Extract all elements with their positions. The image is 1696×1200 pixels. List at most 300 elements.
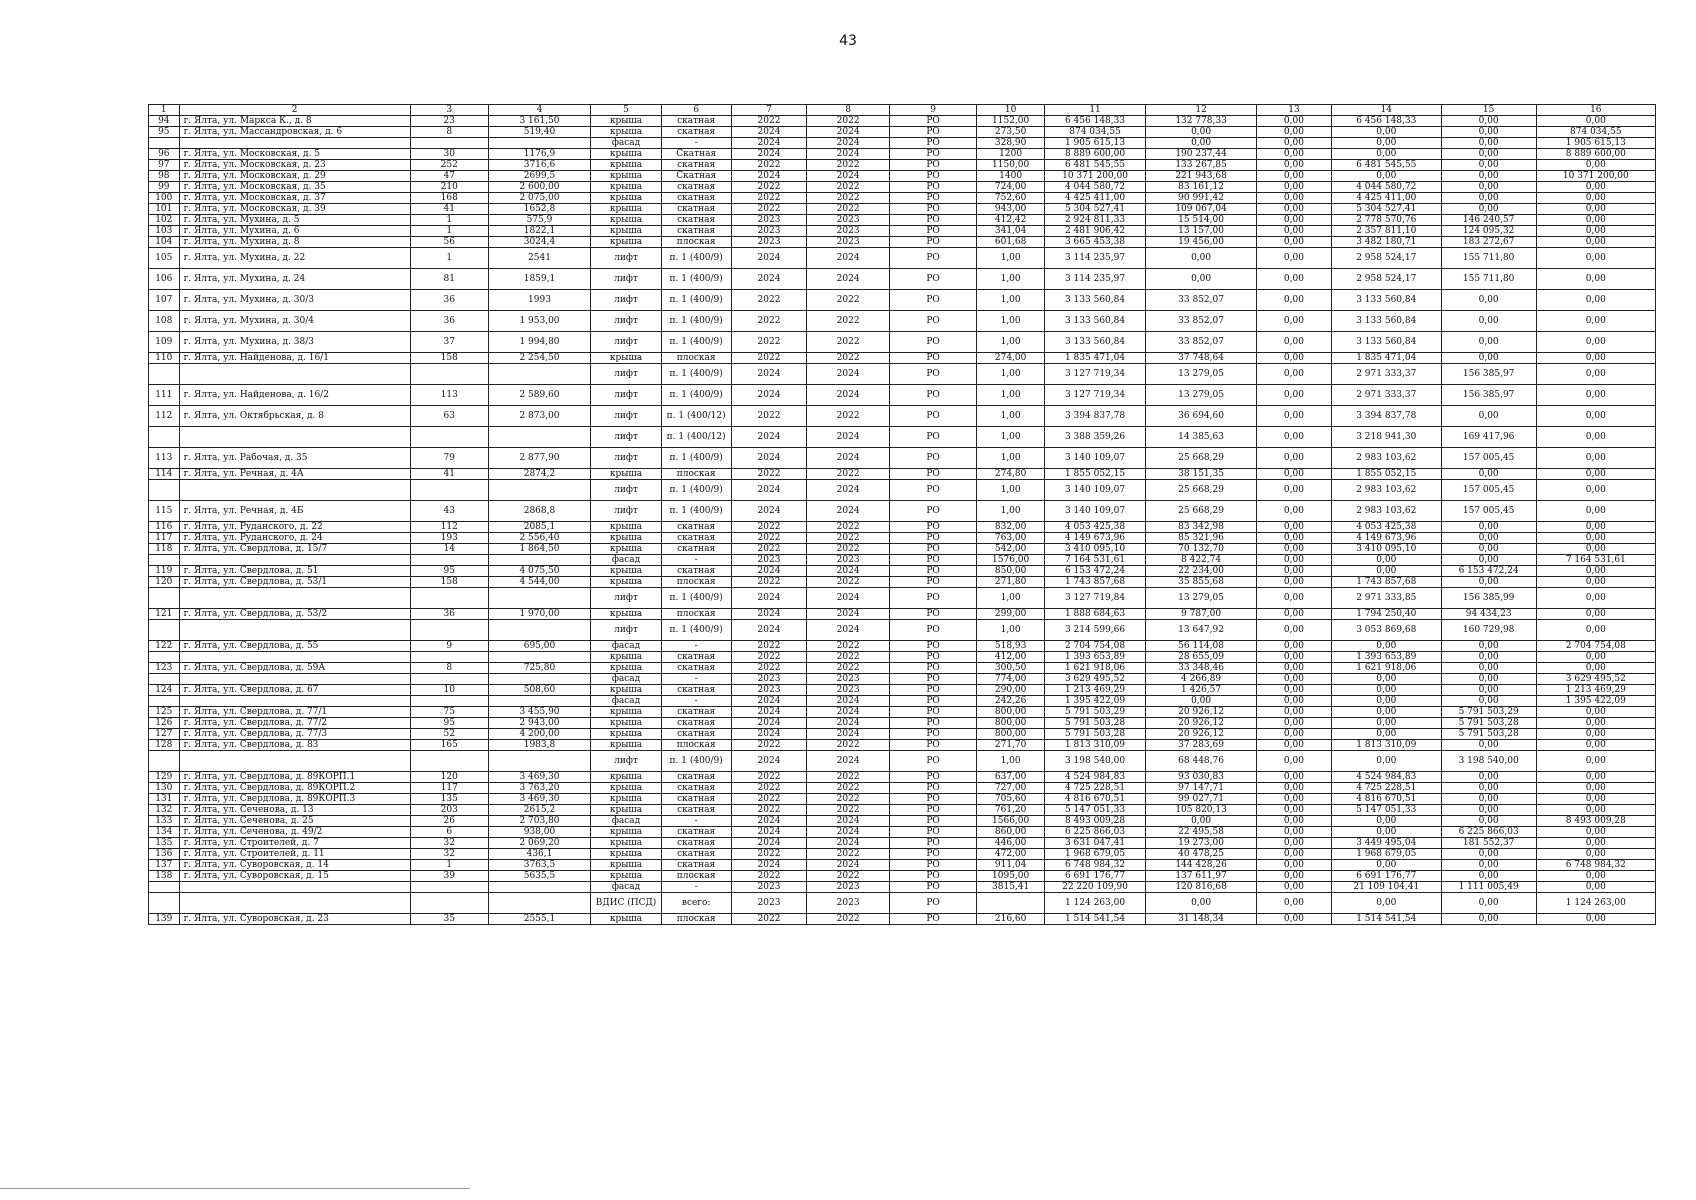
cell-year-fact: 2024 [807,860,889,871]
cell-executor: РО [889,469,977,480]
cell-year-fact: 2022 [807,794,889,805]
cell-area: 2 556,40 [488,533,590,544]
cell-area: 1 994,80 [488,332,590,353]
cell-col-14: 0,00 [1331,860,1441,871]
cell-address: г. Ялта, ул. Свердлова, д. 67 [179,685,410,696]
table-row [149,469,1656,480]
cell-year-plan: 2022 [731,204,807,215]
cell-col-13: 0,00 [1256,353,1331,364]
cell-col-16: 0,00 [1536,248,1655,269]
cell-col-14: 1 743 857,68 [1331,577,1441,588]
cell-element: крыша [591,652,662,663]
cell-volume: 10 [977,105,1045,116]
cell-col-14: 3 394 837,78 [1331,406,1441,427]
cell-volume: 518,93 [977,641,1045,652]
cell-volume: 850,00 [977,566,1045,577]
cell-address: г. Ялта, ул. Мухина, д. 38/3 [179,332,410,353]
cell-col-14: 3 053 869,68 [1331,620,1441,641]
cell-element: крыша [591,544,662,555]
cell-address: г. Ялта, ул. Свердлова, д. 53/2 [179,609,410,620]
cell-address: г. Ялта, ул. Рабочая, д. 35 [179,448,410,469]
cell-col-16: 0,00 [1536,609,1655,620]
table-row [149,914,1656,925]
cell-volume [977,893,1045,914]
cell-col-13: 0,00 [1256,566,1331,577]
table-row [149,127,1656,138]
cell-volume: 542,00 [977,544,1045,555]
cell-col-15: 0,00 [1441,914,1536,925]
cell-year-plan: 2024 [731,751,807,772]
cell-address: г. Ялта, ул. Руданского, д. 24 [179,533,410,544]
cell-year-plan: 2022 [731,849,807,860]
cell-address: г. Ялта, ул. Суворовская, д. 23 [179,914,410,925]
cell-col-16: 0,00 [1536,332,1655,353]
cell-year-fact: 2023 [807,237,889,248]
cell-type: - [661,816,731,827]
cell-col-14: 4 725 228,51 [1331,783,1441,794]
cell-col-16: 8 493 009,28 [1536,816,1655,827]
cell-area: 2 873,00 [488,406,590,427]
cell-col-3: 3 [410,105,488,116]
cell-col-12: 38 151,35 [1146,469,1257,480]
cell-col-13: 0,00 [1256,269,1331,290]
cell-col-12: 13 279,05 [1146,385,1257,406]
table-row [149,544,1656,555]
cell-area [488,696,590,707]
cell-volume: 242,26 [977,696,1045,707]
table-row [149,652,1656,663]
table-row [149,480,1656,501]
cell-year-fact: 2022 [807,332,889,353]
cell-area: 4 544,00 [488,577,590,588]
cell-address: г. Ялта, ул. Руданского, д. 22 [179,522,410,533]
cell-total-cost: 874 034,55 [1044,127,1145,138]
cell-col-12: 0,00 [1146,127,1257,138]
cell-year-fact: 2022 [807,772,889,783]
cell-col-16: 0,00 [1536,772,1655,783]
cell-area: 938,00 [488,827,590,838]
cell-volume: 472,00 [977,849,1045,860]
cell-executor: РО [889,652,977,663]
cell-total-cost: 2 481 906,42 [1044,226,1145,237]
cell-col-3: 10 [410,685,488,696]
cell-col-3 [410,696,488,707]
cell-executor: РО [889,544,977,555]
cell-area [488,364,590,385]
cell-address: г. Ялта, ул. Октябрьская, д. 8 [179,406,410,427]
cell-col-16: 0,00 [1536,577,1655,588]
cell-executor: РО [889,893,977,914]
cell-col-16: 0,00 [1536,805,1655,816]
cell-total-cost: 3 127 719,34 [1044,385,1145,406]
table-row [149,641,1656,652]
cell-col-16: 0,00 [1536,290,1655,311]
cell-year-plan: 2022 [731,740,807,751]
cell-col-14: 4 053 425,38 [1331,522,1441,533]
cell-area: 3 763,20 [488,783,590,794]
cell-executor: РО [889,555,977,566]
cell-year-fact: 2022 [807,469,889,480]
cell-type: - [661,138,731,149]
cell-total-cost: 3 214 599,66 [1044,620,1145,641]
cell-col-15: 0,00 [1441,685,1536,696]
cell-col-12: 221 943,68 [1146,171,1257,182]
cell-col-13: 0,00 [1256,860,1331,871]
cell-year-plan: 2022 [731,332,807,353]
cell-volume: 1095,00 [977,871,1045,882]
table-row [149,827,1656,838]
cell-year-fact: 2023 [807,215,889,226]
cell-col-13: 0,00 [1256,193,1331,204]
cell-address: г. Ялта, ул. Речная, д. 4А [179,469,410,480]
cell-col-16: 1 124 263,00 [1536,893,1655,914]
cell-area: 1822,1 [488,226,590,237]
cell-volume: 1,00 [977,501,1045,522]
cell-total-cost: 5 304 527,41 [1044,204,1145,215]
cell-col-3: 43 [410,501,488,522]
cell-executor: 9 [889,105,977,116]
table-row [149,522,1656,533]
cell-type: скатная [661,772,731,783]
cell-col-16: 0,00 [1536,914,1655,925]
cell-address [179,480,410,501]
cell-row-number: 108 [149,311,180,332]
cell-col-12: 137 611,97 [1146,871,1257,882]
cell-volume: 601,68 [977,237,1045,248]
cell-executor: РО [889,448,977,469]
cell-col-15: 0,00 [1441,406,1536,427]
cell-area [488,882,590,893]
cell-area: 2 069,20 [488,838,590,849]
cell-col-15: 0,00 [1441,332,1536,353]
cell-volume: 3815,41 [977,882,1045,893]
cell-type: скатная [661,127,731,138]
cell-col-3: 81 [410,269,488,290]
cell-col-13: 0,00 [1256,385,1331,406]
cell-type: 6 [661,105,731,116]
cell-year-fact: 2022 [807,116,889,127]
cell-area: 1652,8 [488,204,590,215]
cell-volume: 1,00 [977,588,1045,609]
cell-col-12: 25 668,29 [1146,480,1257,501]
cell-total-cost: 6 748 984,32 [1044,860,1145,871]
cell-element: крыша [591,794,662,805]
table-row [149,893,1656,914]
cell-col-14: 5 147 051,33 [1331,805,1441,816]
cell-total-cost: 3 631 047,41 [1044,838,1145,849]
cell-executor: РО [889,674,977,685]
cell-col-14: 0,00 [1331,127,1441,138]
cell-col-12: 12 [1146,105,1257,116]
cell-area: 2868,8 [488,501,590,522]
table-row [149,663,1656,674]
table-row [149,248,1656,269]
table-row [149,751,1656,772]
cell-col-12: 33 852,07 [1146,311,1257,332]
cell-col-16: 0,00 [1536,663,1655,674]
cell-col-12: 8 422,74 [1146,555,1257,566]
cell-total-cost: 4 816 670,51 [1044,794,1145,805]
cell-col-15: 124 095,32 [1441,226,1536,237]
cell-col-13: 0,00 [1256,237,1331,248]
cell-element: крыша [591,663,662,674]
cell-col-13: 0,00 [1256,882,1331,893]
cell-total-cost: 4 524 984,83 [1044,772,1145,783]
cell-area: 1859,1 [488,269,590,290]
cell-executor: РО [889,364,977,385]
cell-volume: 1,00 [977,427,1045,448]
cell-col-15: 155 711,80 [1441,248,1536,269]
cell-year-fact: 2024 [807,718,889,729]
cell-col-12: 0,00 [1146,248,1257,269]
cell-volume: 724,00 [977,182,1045,193]
cell-row-number: 121 [149,609,180,620]
cell-area: 1 970,00 [488,609,590,620]
cell-area: 2085,1 [488,522,590,533]
cell-col-3 [410,620,488,641]
cell-col-15: 0,00 [1441,641,1536,652]
cell-year-plan: 2024 [731,248,807,269]
cell-element: фасад [591,696,662,707]
cell-year-fact: 2023 [807,555,889,566]
cell-row-number: 1 [149,105,180,116]
cell-element: лифт [591,501,662,522]
table-row [149,332,1656,353]
cell-col-13: 0,00 [1256,204,1331,215]
cell-col-16: 0,00 [1536,620,1655,641]
cell-total-cost: 2 924 811,33 [1044,215,1145,226]
cell-executor: РО [889,237,977,248]
cell-year-plan: 2022 [731,193,807,204]
cell-area: 4 [488,105,590,116]
cell-element: крыша [591,827,662,838]
cell-col-16: 7 164 531,61 [1536,555,1655,566]
cell-executor: РО [889,427,977,448]
cell-col-13: 0,00 [1256,893,1331,914]
cell-row-number: 139 [149,914,180,925]
cell-executor: РО [889,127,977,138]
cell-type: п. 1 (400/9) [661,588,731,609]
cell-year-fact: 2024 [807,501,889,522]
cell-type: - [661,696,731,707]
cell-col-12: 31 148,34 [1146,914,1257,925]
cell-row-number: 101 [149,204,180,215]
cell-col-3: 8 [410,127,488,138]
cell-col-12: 0,00 [1146,269,1257,290]
cell-type: скатная [661,849,731,860]
cell-col-14: 2 971 333,37 [1331,364,1441,385]
cell-year-plan: 2022 [731,772,807,783]
cell-col-13: 0,00 [1256,555,1331,566]
cell-col-12: 83 161,12 [1146,182,1257,193]
cell-col-16: 8 889 600,00 [1536,149,1655,160]
cell-col-14: 4 044 580,72 [1331,182,1441,193]
cell-col-14: 4 816 670,51 [1331,794,1441,805]
cell-col-3: 36 [410,609,488,620]
cell-col-14: 2 958 524,17 [1331,248,1441,269]
cell-area: 1993 [488,290,590,311]
cell-col-3: 252 [410,160,488,171]
data-table [148,104,1656,925]
cell-col-14: 2 357 811,10 [1331,226,1441,237]
cell-year-fact: 2024 [807,827,889,838]
cell-col-13: 0,00 [1256,149,1331,160]
cell-year-fact: 2022 [807,805,889,816]
cell-total-cost: 3 127 719,84 [1044,588,1145,609]
cell-volume: 800,00 [977,729,1045,740]
cell-col-13: 0,00 [1256,332,1331,353]
cell-year-fact: 2024 [807,696,889,707]
cell-area: 2 254,50 [488,353,590,364]
cell-col-16: 0,00 [1536,729,1655,740]
cell-col-12: 15 514,00 [1146,215,1257,226]
cell-col-12: 13 157,00 [1146,226,1257,237]
cell-col-15: 181 552,37 [1441,838,1536,849]
cell-col-16: 0,00 [1536,794,1655,805]
cell-volume: 412,00 [977,652,1045,663]
cell-element: лифт [591,588,662,609]
cell-address [179,138,410,149]
cell-year-fact: 2022 [807,533,889,544]
cell-total-cost: 2 704 754,08 [1044,641,1145,652]
cell-col-12: 68 448,76 [1146,751,1257,772]
cell-col-16: 0,00 [1536,871,1655,882]
cell-col-13: 0,00 [1256,501,1331,522]
cell-col-14: 2 971 333,37 [1331,385,1441,406]
table-row [149,816,1656,827]
cell-col-16: 0,00 [1536,588,1655,609]
cell-col-12: 35 855,68 [1146,577,1257,588]
cell-area: 3024,4 [488,237,590,248]
cell-col-12: 0,00 [1146,696,1257,707]
cell-executor: РО [889,138,977,149]
cell-row-number: 126 [149,718,180,729]
cell-total-cost: 3 133 560,84 [1044,311,1145,332]
cell-col-16: 1 905 615,13 [1536,138,1655,149]
cell-row-number: 99 [149,182,180,193]
cell-volume: 860,00 [977,827,1045,838]
cell-element: фасад [591,138,662,149]
cell-col-13: 0,00 [1256,160,1331,171]
cell-year-plan: 2024 [731,171,807,182]
cell-element: фасад [591,674,662,685]
cell-col-12: 133 267,85 [1146,160,1257,171]
cell-col-14: 1 621 918,06 [1331,663,1441,674]
cell-area: 3 469,30 [488,772,590,783]
cell-volume: 1,00 [977,269,1045,290]
cell-area: 2 943,00 [488,718,590,729]
table-row [149,448,1656,469]
cell-col-15: 0,00 [1441,171,1536,182]
cell-area: 695,00 [488,641,590,652]
cell-total-cost: 6 456 148,33 [1044,116,1145,127]
cell-element: крыша [591,718,662,729]
table-row [149,149,1656,160]
cell-total-cost: 1 124 263,00 [1044,893,1145,914]
cell-year-fact: 2022 [807,641,889,652]
cell-element: крыша [591,838,662,849]
cell-col-14: 0,00 [1331,674,1441,685]
cell-volume: 1,00 [977,311,1045,332]
cell-element: крыша [591,522,662,533]
cell-col-12: 13 647,92 [1146,620,1257,641]
cell-col-3 [410,427,488,448]
cell-volume: 1576,00 [977,555,1045,566]
cell-col-13: 0,00 [1256,588,1331,609]
cell-year-fact: 2024 [807,588,889,609]
cell-col-16: 0,00 [1536,269,1655,290]
cell-col-3 [410,555,488,566]
cell-col-3: 36 [410,290,488,311]
cell-col-13: 0,00 [1256,182,1331,193]
cell-volume: 290,00 [977,685,1045,696]
cell-year-plan: 2024 [731,480,807,501]
cell-col-3: 203 [410,805,488,816]
cell-type: п. 1 (400/9) [661,248,731,269]
cell-executor: РО [889,609,977,620]
cell-year-plan: 2022 [731,577,807,588]
cell-col-12: 90 991,42 [1146,193,1257,204]
cell-year-fact: 2022 [807,544,889,555]
table-row [149,838,1656,849]
cell-col-12: 13 279,05 [1146,588,1257,609]
cell-total-cost: 1 213 469,29 [1044,685,1145,696]
cell-col-15: 0,00 [1441,522,1536,533]
cell-type: скатная [661,860,731,871]
cell-row-number: 128 [149,740,180,751]
cell-year-fact: 2024 [807,480,889,501]
cell-executor: РО [889,215,977,226]
cell-type: п. 1 (400/9) [661,364,731,385]
cell-type: скатная [661,215,731,226]
cell-year-fact: 2022 [807,740,889,751]
cell-area: 2 589,60 [488,385,590,406]
cell-volume: 1,00 [977,290,1045,311]
cell-element: крыша [591,204,662,215]
cell-type: скатная [661,805,731,816]
cell-row-number: 115 [149,501,180,522]
cell-element: крыша [591,226,662,237]
cell-address: г. Ялта, ул. Мухина, д. 5 [179,215,410,226]
cell-area: 2 703,80 [488,816,590,827]
cell-area [488,480,590,501]
cell-row-number: 98 [149,171,180,182]
table-row [149,215,1656,226]
cell-col-13: 0,00 [1256,311,1331,332]
cell-row-number: 95 [149,127,180,138]
cell-col-16: 0,00 [1536,353,1655,364]
cell-col-14: 0,00 [1331,751,1441,772]
cell-type: п. 1 (400/9) [661,269,731,290]
cell-total-cost: 3 133 560,84 [1044,290,1145,311]
cell-address: г. Ялта, ул. Массандровская, д. 6 [179,127,410,138]
cell-col-13: 0,00 [1256,871,1331,882]
cell-address: г. Ялта, ул. Свердлова, д. 77/2 [179,718,410,729]
cell-col-12: 9 787,00 [1146,609,1257,620]
cell-year-plan: 2024 [731,269,807,290]
cell-col-15: 0,00 [1441,740,1536,751]
cell-executor: РО [889,588,977,609]
cell-element: крыша [591,729,662,740]
cell-col-15: 0,00 [1441,772,1536,783]
cell-volume: 274,00 [977,353,1045,364]
cell-element: фасад [591,555,662,566]
cell-row-number [149,480,180,501]
cell-area [488,427,590,448]
cell-col-12: 0,00 [1146,893,1257,914]
cell-total-cost: 4 725 228,51 [1044,783,1145,794]
cell-year-plan: 2024 [731,838,807,849]
